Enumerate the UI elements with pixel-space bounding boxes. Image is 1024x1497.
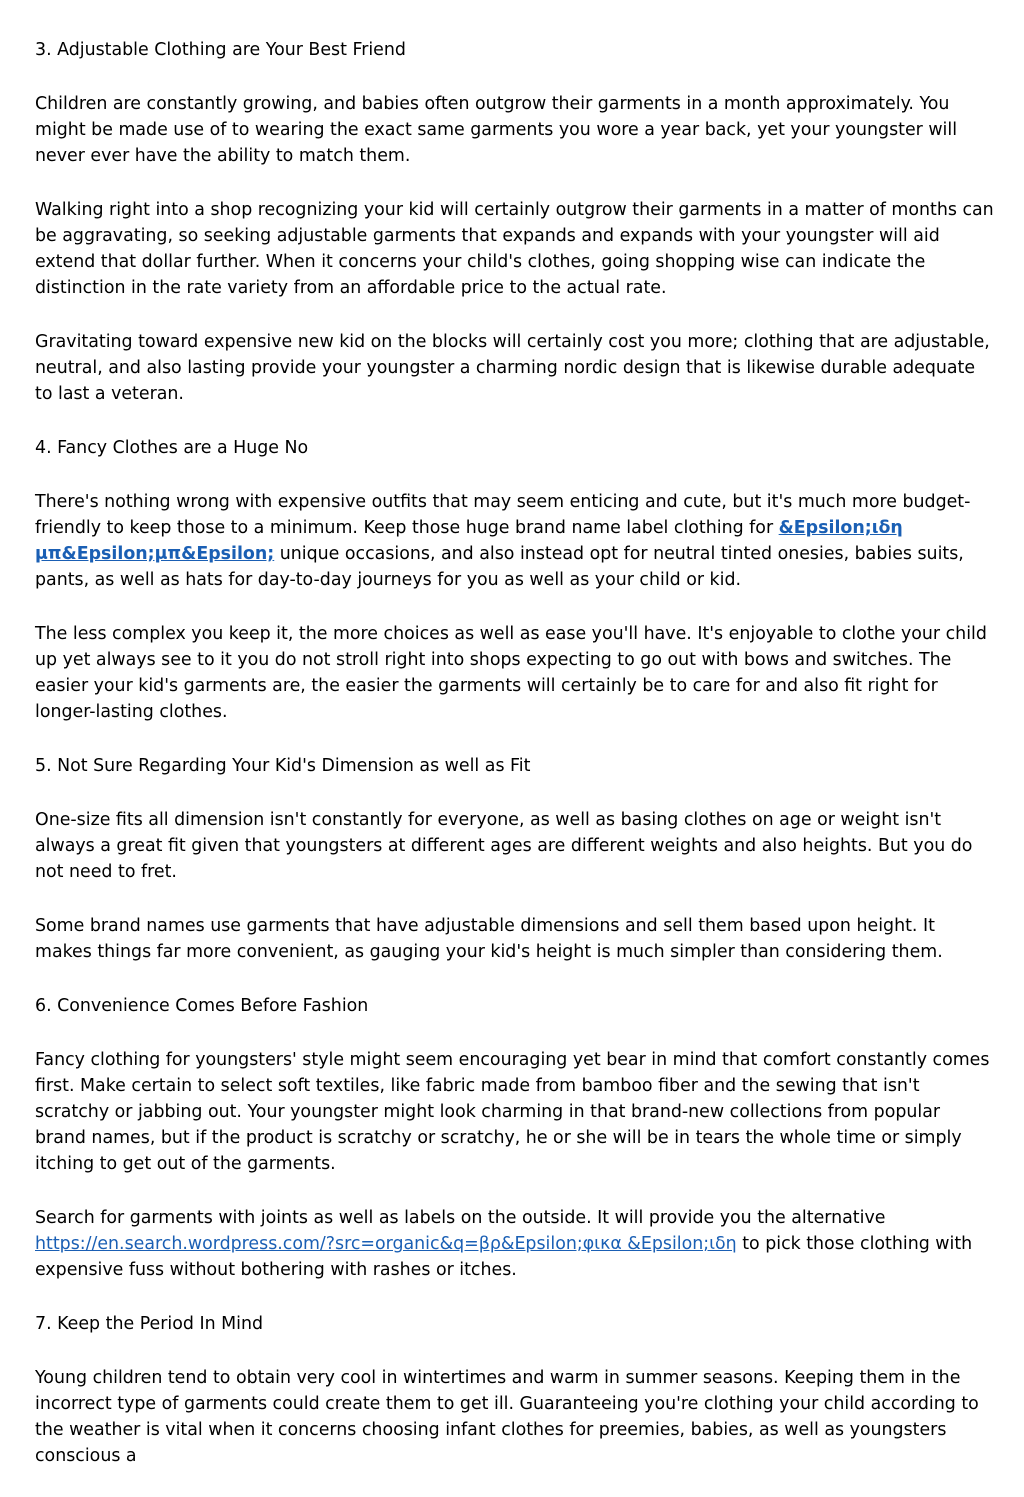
paragraph: Young children tend to obtain very cool in wintertimes and warm in summer seasons. Keeping them in the incorrect type of garments could create them to get ill. Guaranteeing you're clothing your child according to the weather is vital when it concerns choosing infant clothes for preemies, babies, as well as youngsters conscious a [35,1368,979,1466]
paragraph-with-link [35,1205,995,1283]
paragraph: Some brand names use garments that have adjustable dimensions and sell them based upon height. It makes things far more convenient, as gauging your kid's height is much simpler than considering them. [35,916,943,962]
section-heading-3: 3. Adjustable Clothing are Your Best Friend [35,40,406,60]
paragraph-with-link [35,489,995,593]
bold-inline-link[interactable]: &Epsilon;ιδη μπ&Epsilon;μπ&Epsilon; [35,518,903,564]
paragraph-text: Search for garments with joints as well as labels on the outside. It will provide you the alternative [35,1208,886,1228]
section-heading-6: 6. Convenience Comes Before Fashion [35,996,369,1016]
section-heading-5: 5. Not Sure Regarding Your Kid's Dimension as well as Fit [35,756,531,776]
search-url-link[interactable]: https://en.search.wordpress.com/?src=organic&q=βρ&Epsilon;φικα &Epsilon;ιδη [35,1234,737,1254]
paragraph-text: unique occasions, and also instead opt for neutral tinted onesies, babies suits, pants, as well as hats for day-to-day journeys for you as well as your child or kid. [35,544,964,590]
paragraph-text: There's nothing wrong with expensive outfits that may seem enticing and cute, but it's much more budget-friendly to keep those to a minimum. Keep those huge brand name label clothing for [35,492,971,538]
section-heading-7: 7. Keep the Period In Mind [35,1314,264,1334]
section-heading-4: 4. Fancy Clothes are a Huge No [35,438,309,458]
article-body [35,37,995,1497]
paragraph: One-size fits all dimension isn't constantly for everyone, as well as basing clothes on age or weight isn't always a great fit given that youngsters at different ages are different weights and also heights. But you do not need to fret. [35,810,973,882]
paragraph: Gravitating toward expensive new kid on the blocks will certainly cost you more; clothing that are adjustable, neutral, and also lasting provide your youngster a charming nordic design that is likewise durable adequate to last a veteran. [35,332,990,404]
paragraph: Fancy clothing for youngsters' style might seem encouraging yet bear in mind that comfort constantly comes first. Make certain to select soft textiles, like fabric made from bamboo fiber and the sewing that isn't scratchy or jabbing out. Your youngster might look charming in that brand-new collections from popular brand names, but if the product is scratchy or scratchy, he or she will be in tears the whole time or simply itching to get out of the garments. [35,1050,990,1174]
paragraph: Children are constantly growing, and babies often outgrow their garments in a month approximately. You might be made use of to wearing the exact same garments you wore a year back, yet your youngster will never ever have the ability to match them. [35,94,958,166]
paragraph: The less complex you keep it, the more choices as well as ease you'll have. It's enjoyable to clothe your child up yet always see to it you do not stroll right into shops expecting to go out with bows and switches. The easier your kid's garments are, the easier the garments will certainly be to care for and also fit right for longer-lasting clothes. [35,624,987,722]
paragraph-text: to pick those clothing with expensive fuss without bothering with rashes or itches. [35,1234,973,1280]
paragraph: Walking right into a shop recognizing your kid will certainly outgrow their garments in a matter of months can be aggravating, so seeking adjustable garments that expands and expands with your youngster will aid extend that dollar further. When it concerns your child's clothes, going shopping wise can indicate the distinction in the rate variety from an affordable price to the actual rate. [35,200,994,298]
